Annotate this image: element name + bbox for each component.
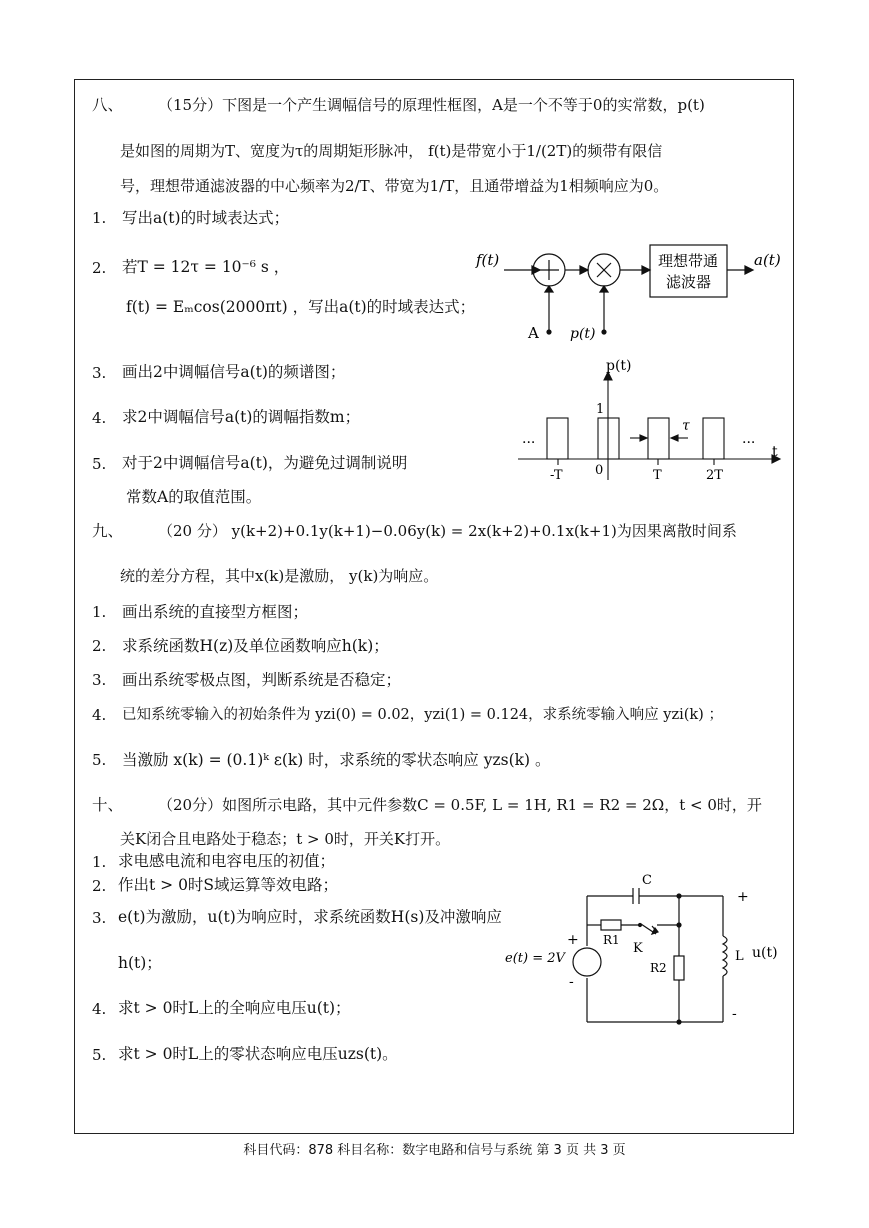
q10-3-text-a: e(t)为激励，u(t)为响应时，求系统函数H(s)及冲激响应 xyxy=(118,908,502,926)
q8-1-number: 1. xyxy=(92,209,107,227)
q8-5-text-a: 对于2中调幅信号a(t)，为避免过调制说明 xyxy=(122,454,408,472)
section-10-line-1: （20分）如图所示电路，其中元件参数C = 0.5F, L = 1H, R1 = R2 = 2Ω，t < 0时，开 xyxy=(158,796,762,814)
section-9-line-1: （20 分） y(k+2)+0.1y(k+1)−0.06y(k) = 2x(k+2)+0.1x(k+1)为因果离散时间系 xyxy=(158,522,737,540)
q10-3-text-b: h(t)； xyxy=(118,954,162,972)
q9-3-number: 3. xyxy=(92,671,107,689)
a-t-label: a(t) xyxy=(754,251,781,269)
q8-3-number: 3. xyxy=(92,364,107,382)
q10-1-text: 求电感电流和电容电压的初值； xyxy=(118,852,336,870)
q10-5-text: 求t > 0时L上的零状态响应电压uzs(t)。 xyxy=(118,1045,398,1063)
section-10-number: 十、 xyxy=(92,796,124,814)
section-8-number: 八、 xyxy=(92,96,124,114)
q8-4-text: 求2中调幅信号a(t)的调幅指数m； xyxy=(122,408,361,426)
q9-4-number: 4. xyxy=(92,706,107,724)
q10-3-number: 3. xyxy=(92,909,107,927)
circuit-diagram xyxy=(505,868,790,1028)
switch-k-label: K xyxy=(633,941,643,956)
q8-1-text: 写出a(t)的时域表达式； xyxy=(122,209,290,227)
q10-2-text: 作出t > 0时S域运算等效电路； xyxy=(118,876,339,894)
q8-3-text: 画出2中调幅信号a(t)的频谱图； xyxy=(122,363,346,381)
q9-1-number: 1. xyxy=(92,603,107,621)
capacitor-label: C xyxy=(642,873,652,888)
section-8-line-3: 号，理想带通滤波器的中心频率为2/T、带宽为1/T，且通带增益为1相频响应为0。 xyxy=(120,177,669,195)
right-ellipsis: ... xyxy=(742,431,756,447)
tau-label: τ xyxy=(682,418,690,434)
source-label: e(t) = 2V xyxy=(505,951,565,966)
q8-4-number: 4. xyxy=(92,409,107,427)
pulse-train-diagram xyxy=(510,350,790,490)
q9-1-text: 画出系统的直接型方框图； xyxy=(122,603,309,621)
q9-5-number: 5. xyxy=(92,751,107,769)
tick-minus-T: -T xyxy=(550,468,563,483)
r2-label: R2 xyxy=(650,961,667,975)
source-minus: - xyxy=(569,974,574,990)
q8-5-text-b: 常数A的取值范围。 xyxy=(126,488,262,506)
pulse-height-label: 1 xyxy=(596,402,605,417)
q10-1-number: 1. xyxy=(92,853,107,871)
modulator-block-diagram xyxy=(470,235,790,350)
q10-5-number: 5. xyxy=(92,1046,107,1064)
q8-2-text-b: f(t) = Eₘcos(2000πt) ，写出a(t)的时域表达式； xyxy=(126,298,476,316)
r1-label: R1 xyxy=(603,933,620,947)
q8-2-text-a: 若T = 12τ = 10⁻⁶ s ， xyxy=(122,258,290,276)
q10-4-text: 求t > 0时L上的全响应电压u(t)； xyxy=(118,999,351,1017)
tick-2T: 2T xyxy=(706,468,723,483)
tick-0: 0 xyxy=(595,463,604,478)
q9-2-number: 2. xyxy=(92,637,107,655)
A-label: A xyxy=(528,324,539,342)
q9-4-text: 已知系统零输入的初始条件为 yzi(0) = 0.02，yzi(1) = 0.124，求系统零输入响应 yzi(k) ； xyxy=(122,707,723,723)
section-9-number: 九、 xyxy=(92,522,124,540)
output-plus: + xyxy=(737,889,749,905)
q9-5-text: 当激励 x(k) = (0.1)ᵏ ε(k) 时，求系统的零状态响应 yzs(k) 。 xyxy=(122,751,551,769)
u-t-label: u(t) xyxy=(752,945,778,961)
source-plus: + xyxy=(567,932,579,948)
q10-4-number: 4. xyxy=(92,1000,107,1018)
f-t-label: f(t) xyxy=(476,251,500,269)
tick-T: T xyxy=(653,468,662,483)
filter-label-2: 滤波器 xyxy=(666,273,712,291)
p-t-axis-label: p(t) xyxy=(606,358,632,374)
left-ellipsis: ... xyxy=(522,431,536,447)
inductor-label: L xyxy=(735,949,744,964)
page-footer: 科目代码：878 科目名称：数字电路和信号与系统 第 3 页 共 3 页 xyxy=(243,1143,626,1158)
q8-2-number: 2. xyxy=(92,259,107,277)
section-8-line-2: 是如图的周期为T、宽度为τ的周期矩形脉冲， f(t)是带宽小于1/(2T)的频带有限信 xyxy=(120,142,663,160)
q9-3-text: 画出系统零极点图，判断系统是否稳定； xyxy=(122,671,402,689)
section-9-line-2: 统的差分方程，其中x(k)是激励， y(k)为响应。 xyxy=(120,567,439,585)
section-10-line-2: 关K闭合且电路处于稳态；t > 0时，开关K打开。 xyxy=(120,830,451,848)
filter-label-1: 理想带通 xyxy=(658,252,719,270)
t-axis-label: t xyxy=(772,444,778,460)
output-minus: - xyxy=(732,1006,737,1022)
p-t-label: p(t) xyxy=(570,326,596,342)
section-8-line-1: （15分）下图是一个产生调幅信号的原理性框图，A是一个不等于0的实常数，p(t) xyxy=(158,96,705,114)
q8-5-number: 5. xyxy=(92,455,107,473)
q9-2-text: 求系统函数H(z)及单位函数响应h(k)； xyxy=(122,637,389,655)
q10-2-number: 2. xyxy=(92,877,107,895)
